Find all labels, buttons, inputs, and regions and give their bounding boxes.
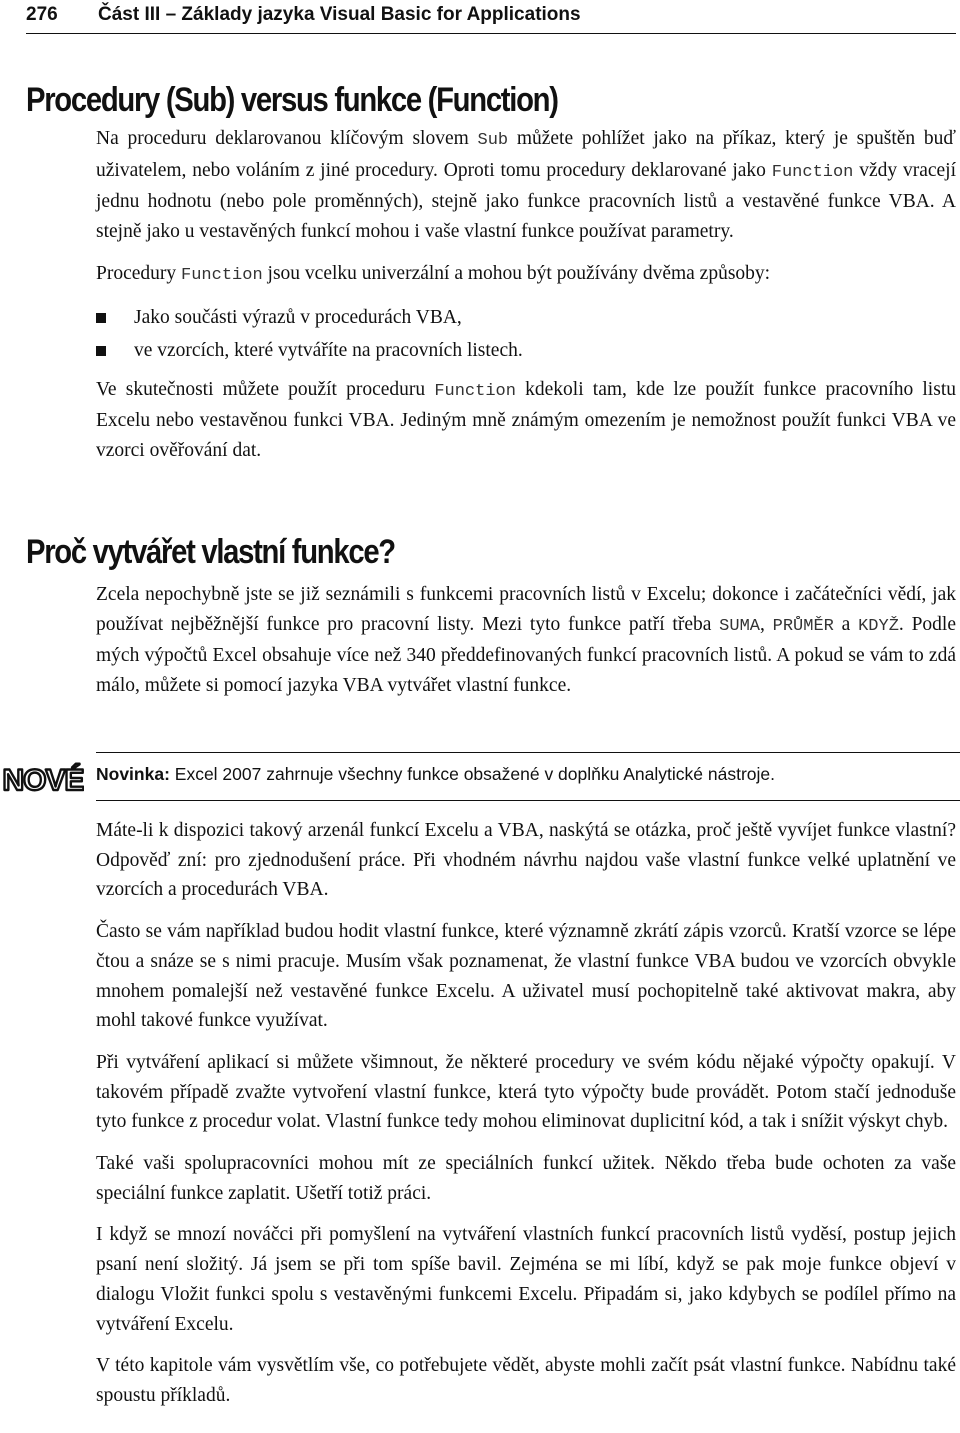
paragraph: Máte-li k dispozici takový arzenál funkcí Excelu a VBA, naskýtá se otázka, proč ještě vyvíjet funkce vlastní? Odpověď zní: pro zjednodušení práce. Při vhodném návrhu najdou vaše vlastní funkce velké uplatnění ve vzorcích a procedurách VBA. bbox=[96, 820, 956, 901]
list-item: ve vzorcích, které vytváříte na pracovních listech. bbox=[96, 334, 956, 367]
paragraph: Na proceduru deklarovanou klíčovým slovem Sub můžete pohlížet jako na příkaz, který je spuštěn buď uživatelem, nebo voláním z jiné procedury. Oproti tomu procedury deklarované jako Function vždy vracejí jednu hodnotu (nebo pole proměnných), stejně jako funkce pracovních listů a vestavěné funkce VBA. A stejně jako u vestavěných funkcí mohou i vaše vlastní funkce používat parametry. bbox=[96, 128, 957, 243]
paragraph: I když se mnozí nováčci při pomyšlení na vytváření vlastních funkcí pracovních listů vyděsí, postup jejich psaní není složitý. Já jsem se při tom spíše bavil. Zejména se mi líbí, když se pak moje funkce objeví v dialogu Vložit funkci spolu s vestavěnými funkcemi Excelu. Připadám si, jako kdybych se podílel přímo na vytváření Excelu. bbox=[96, 1224, 956, 1335]
code-keyword: Sub bbox=[477, 131, 509, 150]
paragraph: Často se vám například budou hodit vlastní funkce, které významně zkrátí zápis vzorců. Kratší vzorce se lépe čtou a snáze se s nimi pracuje. Musím však poznamenat, že vlastní funkce VBA budou ve vzorcích obvykle mnohem pomalejší než vestavěné funkce Excelu. A uživatel musí pochopitelně také aktivovat makra, aby mohl takové funkce využívat. bbox=[96, 921, 956, 1032]
paragraph: Ve skutečnosti můžete použít proceduru Function kdekoli tam, kde lze použít funkce pracovního listu Excelu nebo vestavěnou funkci VBA. Jediným mně známým omezením je nemožnost použít funkci VBA ve vzorci ověřování dat. bbox=[96, 378, 956, 461]
code-keyword: Function bbox=[771, 162, 854, 182]
code-keyword: Function bbox=[434, 381, 516, 401]
note-top-rule bbox=[96, 752, 960, 753]
paragraph: Procedury Function jsou vcelku univerzální a mohou být používány dvěma způsoby: bbox=[96, 262, 771, 285]
note-label: Novinka: bbox=[96, 764, 170, 784]
list-item: Jako součásti výrazů v procedurách VBA, bbox=[96, 301, 956, 334]
paragraph: Při vytváření aplikací si můžete všimnout, že některé procedury ve svém kódu nějaké výpočty opakují. V takovém případě zvažte vytvoření vlastní funkce, která tyto výpočty bude provádět. Potom stačí jednoduše tyto funkce z procedur volat. Vlastní funkce tedy mohou eliminovat duplicitní kód, a tak i snížit výskyt chyb. bbox=[96, 1051, 956, 1133]
paragraph: V této kapitole vám vysvětlím vše, co potřebujete vědět, abyste mohli začít psát vlastní funkce. Nabídnu také spoustu příkladů. bbox=[96, 1355, 956, 1406]
part-title: Část III – Základy jazyka Visual Basic for Applications bbox=[98, 4, 581, 25]
section-heading-why-custom-functions: Proč vytvářet vlastní funkce? bbox=[26, 533, 395, 571]
section-heading-sub-vs-function: Procedury (Sub) versus funkce (Function) bbox=[26, 81, 558, 119]
nove-badge-graphic bbox=[2, 756, 84, 800]
section-1-body bbox=[96, 124, 956, 466]
running-header bbox=[26, 0, 956, 34]
bullet-square-icon bbox=[96, 313, 106, 323]
nove-badge bbox=[2, 756, 84, 800]
paragraph: Také vaši spolupracovníci mohou mít ze speciálních funkcí užitek. Někdo třeba bude ochoten za vaše speciální funkce zaplatit. Ušetří totiž práci. bbox=[96, 1153, 956, 1204]
bullet-square-icon bbox=[96, 346, 106, 356]
note-text: Excel 2007 zahrnuje všechny funkce obsažené v doplňku Analytické nástroje. bbox=[169, 764, 775, 784]
code-keyword: PRŮMĚR bbox=[772, 616, 834, 636]
note-novinka bbox=[96, 760, 956, 788]
code-keyword: Function bbox=[181, 265, 263, 285]
section-2-body bbox=[96, 580, 956, 701]
code-keyword: SUMA bbox=[719, 616, 760, 636]
note-bottom-rule bbox=[96, 800, 960, 801]
nove-badge-text: NOVÉ bbox=[2, 764, 84, 797]
page-number: 276 bbox=[26, 4, 58, 25]
section-3-body bbox=[96, 816, 956, 1411]
paragraph: Zcela nepochybně jste se již seznámili s funkcemi pracovních listů v Excelu; dokonce i začátečníci vědí, jak používat nejběžnější funkce pro pracovní listy. Mezi tyto funkce patří třeba SUMA, PRŮMĚR a KDYŽ. Podle mých výpočtů Excel obsahuje více než 340 předdefinovaných funkcí pracovních listů. A pokud se vám to zdá málo, můžete si pomocí jazyka VBA vytvářet vlastní funkce. bbox=[96, 584, 957, 697]
usage-list bbox=[96, 301, 956, 367]
code-keyword: KDYŽ bbox=[858, 616, 899, 636]
